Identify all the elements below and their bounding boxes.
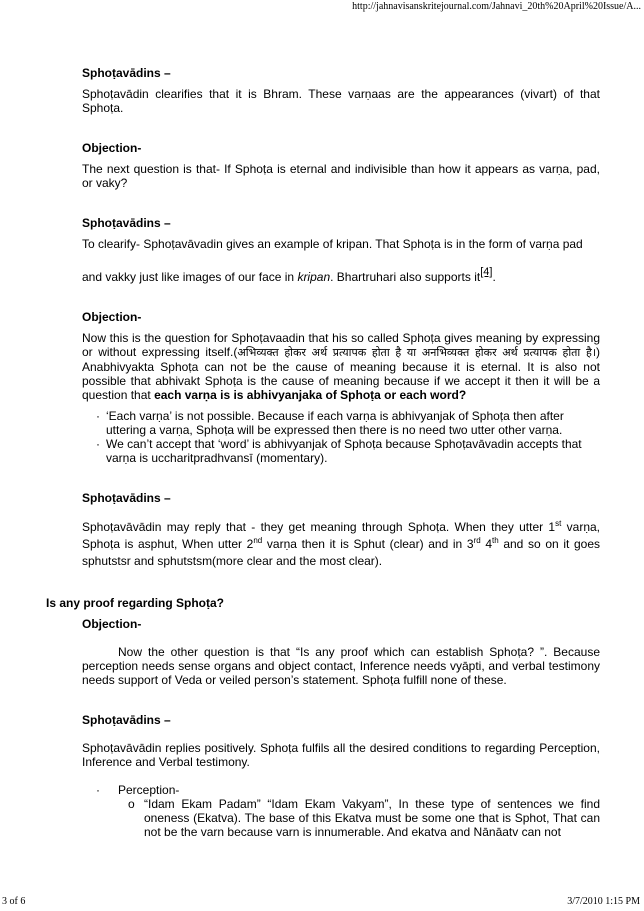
paragraph-proof-question: Now the other question is that “Is any proof which can establish Sphoṭa? ”. Because perception needs sense organs and object contact, Inference needs vyāpti, and verbal testimony needs support of Veda or veiled person’s statement. Sphoṭa fulfill none of these.	[82, 645, 600, 687]
heading-sphotavadins-1: Sphoṭavādins –	[82, 66, 171, 80]
page-url: http://jahnavisanskritejournal.com/Jahnavi_20th%20April%20Issue/A...	[352, 1, 641, 12]
list-item-label: Perception-	[118, 783, 180, 797]
sub-list-text: “Idam Ekam Padam” “Idam Ekam Vakyam”, In these type of sentences we find oneness (Ekatva). The base of this Ekatva must be some one that is Sphot, That can not be the varn because varn is innumerable. And ekatva and Nānāatv can not	[144, 797, 600, 839]
paragraph-expressing	[82, 331, 600, 402]
heading-objection-2: Objection-	[82, 310, 142, 324]
sup-th: th	[492, 536, 499, 545]
page-number: 3 of 6	[2, 896, 26, 907]
paragraph-kripan	[82, 237, 600, 284]
sup-nd: nd	[253, 536, 263, 545]
sup-rd: rd	[473, 536, 481, 545]
list-item-perception	[96, 783, 600, 797]
expressing-bold-question: each varṇa is is abhivyanjaka of Sphoṭa or each word?	[154, 388, 467, 402]
bullet-marker: ·	[96, 409, 100, 423]
bullet-text: We can’t accept that ‘word’ is abhivyanjak of Sphoṭa because Sphoṭavāvadin accepts that varṇa is uccharitpradhvansī (momentary).	[106, 437, 582, 465]
kripan-line-2b: . Bhartruhari also supports it	[330, 270, 481, 284]
paragraph-next-question: The next question is that- If Sphoṭa is eternal and indivisible than how it appears as varṇa, pad, or vaky?	[82, 162, 600, 190]
sphut-text-4: 4	[480, 537, 493, 551]
footnote-link-4[interactable]: [4]	[480, 266, 493, 278]
bullet-marker: ·	[96, 437, 100, 451]
sphut-text-2: varṇa, Sphoṭa is asphut, When utter 2	[82, 520, 601, 551]
sphut-text-3: varṇa then it is Sphut (clear) and in 3	[262, 537, 474, 551]
paragraph-replies-positively: Sphoṭavāvādin replies positively. Sphoṭa fulfils all the desired conditions to regarding Perception, Inference and Verbal testimony.	[82, 741, 600, 769]
paragraph-bhram: Sphoṭavādin clearifies that it is Bhram. These varṇaas are the appearances (vivart) of that Sphoṭa.	[82, 87, 600, 115]
kripan-line-1: To clearify- Sphoṭavāvadin gives an example of kripan. That Sphoṭa is in the form of varṇa pad	[82, 237, 583, 251]
list-marker: ·	[96, 783, 100, 797]
sup-st: st	[555, 519, 562, 528]
sphut-text-5: and so on it goes sphutstsr and sphutstsm(more clear and the most clear).	[82, 537, 601, 568]
section-heading-proof: Is any proof regarding Sphoṭa?	[46, 596, 225, 610]
bullet-text: ‘Each varṇa’ is not possible. Because if each varṇa is abhivyanjak of Sphoṭa then after uttering a varṇa, Sphoṭa will be expressed then there is no need two utter other varṇa.	[106, 409, 564, 437]
sub-list-item-ekatva	[128, 797, 600, 839]
print-datetime: 3/7/2010 1:15 PM	[567, 896, 640, 907]
heading-sphotavadins-2: Sphoṭavādins –	[82, 216, 171, 230]
expressing-text-2: ) Anabhivyakta Sphoṭa can not be the cause of meaning because it is eternal. It is also not possible that abhivakt Sphoṭa is the cause of meaning because if we accept it then it will be a question that	[82, 345, 600, 402]
heading-objection-1: Objection-	[82, 141, 142, 155]
kripan-line-2a: and vakky just like images of our face in	[82, 270, 298, 284]
document-body	[46, 66, 601, 839]
expressing-text-1: Now this is the question for Sphoṭavaadin that his so called Sphoṭa gives meaning by expressing or without expressing itself.(	[82, 331, 600, 359]
sphut-text-1: Sphoṭavāvādin may reply that - they get meaning through Sphoṭa. When they utter 1	[82, 520, 556, 534]
bullet-item-each-varna	[82, 409, 600, 437]
sub-list-marker: o	[128, 797, 135, 811]
devanagari-quote: अभिव्यक्त होकर अर्थ प्रत्यापक होता है या अनभिव्यक्त होकर अर्थ प्रत्यापक होता है।	[237, 346, 596, 359]
paragraph-sphut	[82, 519, 600, 570]
kripan-italic: kripan	[297, 270, 331, 284]
heading-sphotavadins-3: Sphoṭavādins –	[82, 491, 171, 505]
heading-objection-3: Objection-	[82, 617, 142, 631]
heading-sphotavadins-4: Sphoṭavādins –	[82, 713, 171, 727]
kripan-line-end: .	[492, 270, 496, 284]
bullet-item-word	[82, 437, 600, 465]
